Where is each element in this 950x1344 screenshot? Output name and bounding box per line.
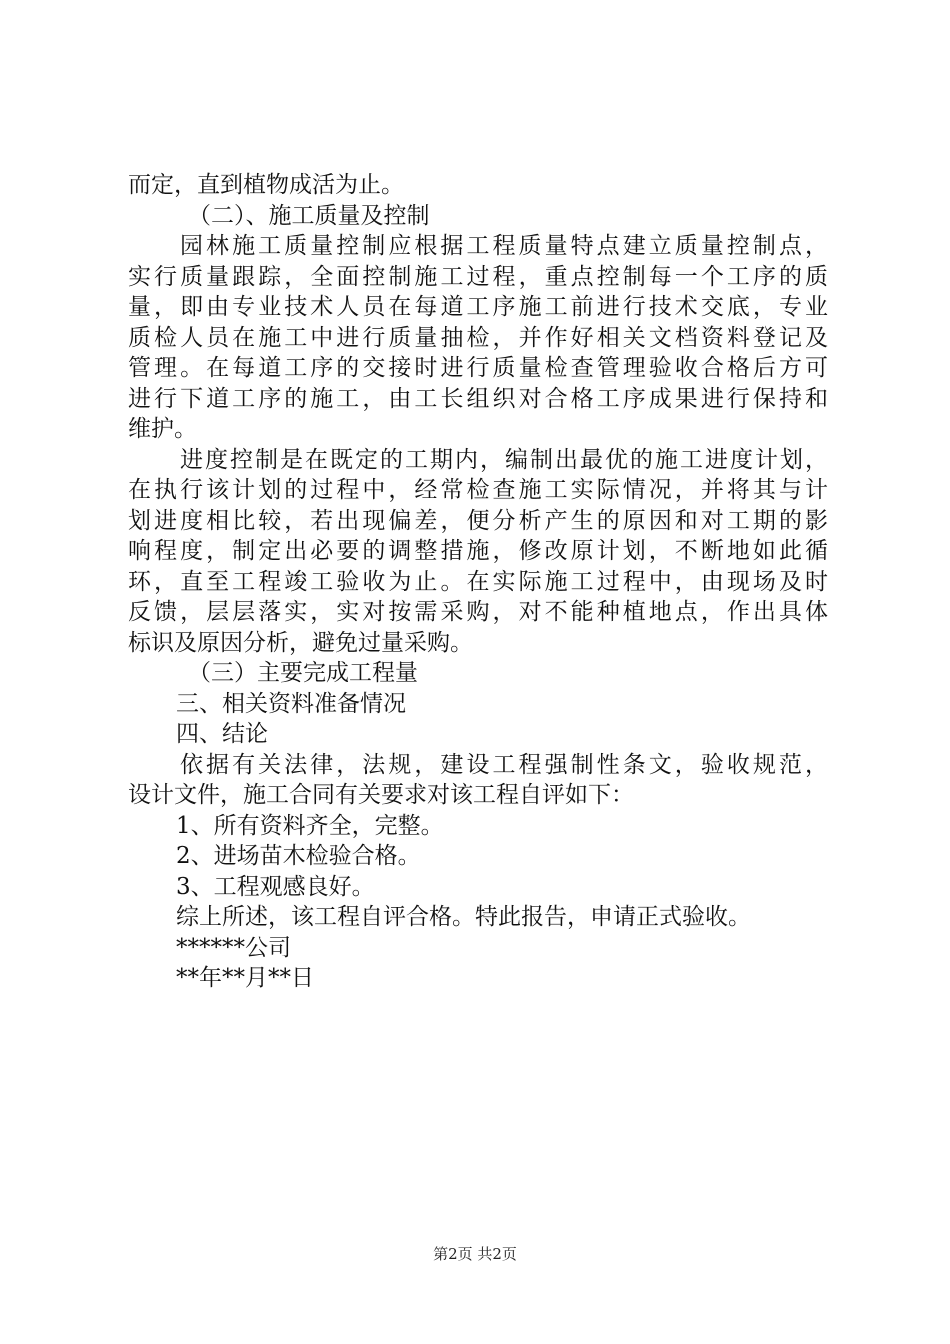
company-signature: ******公司 <box>176 934 291 961</box>
section-heading: 三、相关资料准备情况 <box>176 690 406 717</box>
body-line: 在执行该计划的过程中，经常检查施工实际情况，并将其与计 <box>128 477 828 503</box>
body-line: 量，即由专业技术人员在每道工序施工前进行技术交底，专业 <box>128 294 828 320</box>
summary-line: 综上所述，该工程自评合格。特此报告，申请正式验收。 <box>176 904 751 930</box>
body-line: 设计文件，施工合同有关要求对该工程自评如下： <box>128 782 634 808</box>
section-heading: （二）、施工质量及控制 <box>188 202 430 229</box>
body-line: 标识及原因分析，避免过量采购。 <box>128 629 473 656</box>
section-heading: （三）主要完成工程量 <box>188 660 418 686</box>
body-line: 依据有关法律，法规，建设工程强制性条文，验收规范， <box>180 751 828 778</box>
date-line: **年**月**日 <box>176 965 314 991</box>
body-line: 园林施工质量控制应根据工程质量特点建立质量控制点， <box>180 233 828 259</box>
body-line: 质检人员在施工中进行质量抽检，并作好相关文档资料登记及 <box>128 324 828 351</box>
body-line: 维护。 <box>128 416 197 442</box>
page-number-footer: 第2页 共2页 <box>433 1245 517 1263</box>
body-line: 划进度相比较，若出现偏差，便分析产生的原因和对工期的影 <box>128 507 828 534</box>
section-heading: 四、结论 <box>176 721 268 747</box>
body-line: 管理。在每道工序的交接时进行质量检查管理验收合格后方可 <box>128 355 828 381</box>
list-item: 1、所有资料齐全，完整。 <box>176 812 444 839</box>
list-item: 3、工程观感良好。 <box>176 873 375 900</box>
body-line: 反馈，层层落实，实对按需采购，对不能种植地点，作出具体 <box>128 599 828 625</box>
body-line: 实行质量跟踪，全面控制施工过程，重点控制每一个工序的质 <box>128 263 828 290</box>
list-item: 2、进场苗木检验合格。 <box>176 843 421 869</box>
body-line: 而定，直到植物成活为止。 <box>128 172 404 198</box>
body-line: 进度控制是在既定的工期内，编制出最优的施工进度计划， <box>180 446 828 473</box>
document-body <box>128 170 828 994</box>
body-line: 响程度，制定出必要的调整措施，修改原计划，不断地如此循 <box>128 538 828 564</box>
body-line: 进行下道工序的施工，由工长组织对合格工序成果进行保持和 <box>128 385 828 412</box>
body-line: 环，直至工程竣工验收为止。在实际施工过程中，由现场及时 <box>128 568 828 595</box>
